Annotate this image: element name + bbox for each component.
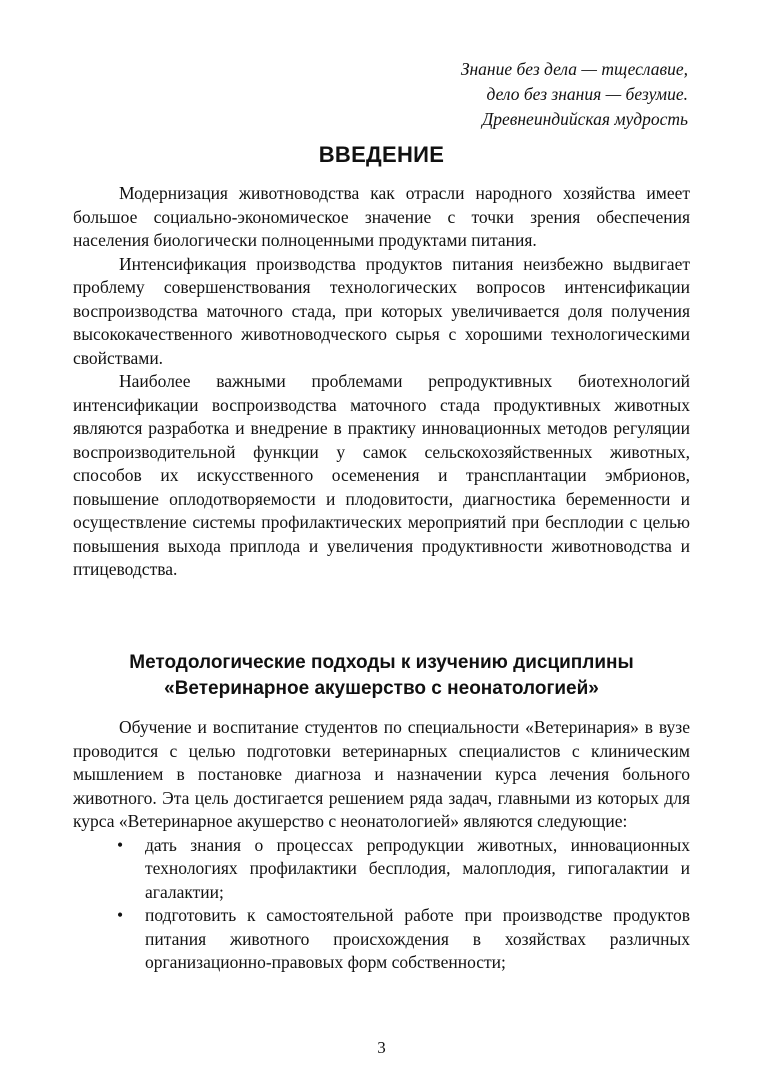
list-item xyxy=(73,834,690,905)
intro-title: ВВЕДЕНИЕ xyxy=(318,142,445,167)
bullet-icon: • xyxy=(117,834,124,855)
methods-bullet-list xyxy=(73,834,690,975)
list-item-text: дать знания о процессах репродукции животных, инновационных технологиях профилактики бесплодия, малоплодия, гипогалактии и агалактии; xyxy=(145,834,690,902)
list-item-text: подготовить к самостоятельной работе при производстве продуктов питания животного происхождения в хозяйствах различных организационно-правовых форм собственности; xyxy=(145,905,690,972)
intro-paragraph-3: Наиболее важными проблемами репродуктивных биотехнологий интенсификации воспроизводства маточного стада продуктивных животных являются разработка и внедрение в практику инновационных методов регуляции воспроизводительной функции у самок сельскохозяйственных животных, способов их искусственного осеменения и трансплантации эмбрионов, повышение оплодотворяемости и плодовитости, диагностика беременности и осуществление системы профилактических мероприятий при бесплодии с целью повышения выхода приплода и увеличения продуктивности животноводства и птицеводства. xyxy=(73,371,690,579)
methods-body xyxy=(73,716,690,975)
epigraph xyxy=(461,57,688,132)
bullet-icon: • xyxy=(117,905,124,925)
methods-paragraph: Обучение и воспитание студентов по специальности «Ветеринария» в вузе проводится с целью подготовки ветеринарных специалистов с клиническим мышлением в постановке диагноза и назначении курса лечения больного животного. Эта цель достигается решением ряда задач, главными из которых для курса «Ветеринарное акушерство с неонатологией» являются следующие: xyxy=(73,717,690,831)
list-item xyxy=(73,904,690,975)
section-title-line-2: «Ветеринарное акушерство с неонатологией» xyxy=(164,678,599,699)
intro-paragraph-2: Интенсификация производства продуктов питания неизбежно выдвигает проблему совершенствования технологических вопросов интенсификации воспроизводства маточного стада, при которых увеличивается доля получения высококачественного животноводческого сырья с хорошими технологическими свойствами. xyxy=(73,253,690,368)
page-number: 3 xyxy=(377,1038,386,1057)
section-title-line-1: Методологические подходы к изучению дисциплины xyxy=(129,652,634,673)
intro-paragraph-1: Модернизация животноводства как отрасли народного хозяйства имеет большое социально-экономическое значение с точки зрения обеспечения населения биологически полноценными продуктами питания. xyxy=(73,183,690,250)
intro-body xyxy=(73,182,690,582)
epigraph-line-2: дело без знания — безумие. xyxy=(486,84,688,104)
section-title xyxy=(73,650,690,702)
epigraph-line-1: Знание без дела — тщеславие, xyxy=(460,59,688,79)
epigraph-source: Древнеиндийская мудрость xyxy=(482,109,688,129)
